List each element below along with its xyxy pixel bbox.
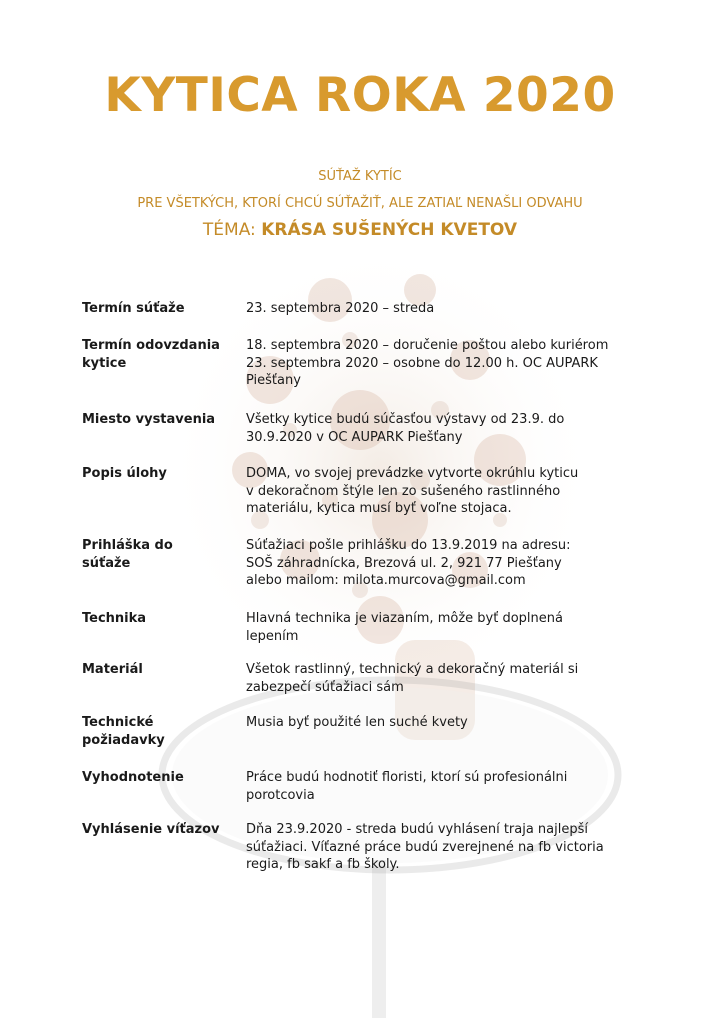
theme-label: TÉMA: [202, 220, 256, 240]
row-value: Práce budú hodnotiť floristi, ktorí sú profesionálni porotcovia [246, 770, 568, 803]
row-label: Termín odovzdania kytice [82, 338, 220, 371]
row-value: 23. septembra 2020 – streda [246, 301, 435, 316]
row-label: Miesto vystavenia [82, 412, 216, 427]
row-label: Technika [82, 611, 147, 626]
row-label: Materiál [82, 662, 143, 677]
row-label: Popis úlohy [82, 466, 167, 481]
row-value: DOMA, vo svojej prevádzke vytvorte okrúhlu kyticu v dekoračnom štýle len zo sušeného rastlinného materiálu, kytica musí byť voľne stojaca. [246, 466, 579, 516]
row-value: Všetok rastlinný, technický a dekoračný materiál si zabezpečí súťažiaci sám [246, 662, 579, 695]
theme-line [0, 220, 720, 240]
subtitle-audience: PRE VŠETKÝCH, KTORÍ CHCÚ SÚŤAŽIŤ, ALE ZATIAĽ NENAŠLI ODVAHU [137, 196, 583, 211]
subtitle-contest: SÚŤAŽ KYTÍC [318, 169, 402, 184]
row-value: Všetky kytice budú súčasťou výstavy od 23.9. do 30.9.2020 v OC AUPARK Piešťany [246, 412, 565, 445]
row-label: Vyhodnotenie [82, 770, 184, 785]
theme-value: KRÁSA SUŠENÝCH KVETOV [261, 220, 518, 240]
row-label: Technické požiadavky [82, 715, 165, 748]
row-value: Súťažiaci pošle prihlášku do 13.9.2019 na adresu: SOŠ záhradnícka, Brezová ul. 2, 921 77 Piešťany alebo mailom: milota.murcova@gmail.com [246, 538, 571, 588]
row-value: Dňa 23.9.2020 - streda budú vyhlásení traja najlepší súťažiaci. Víťazné práce budú zverejnené na fb victoria regia, fb sakf a fb školy. [246, 822, 604, 872]
poster-title: KYTICA ROKA 2020 [104, 68, 616, 123]
row-value: Hlavná technika je viazaním, môže byť doplnená lepením [246, 611, 563, 644]
row-value: 18. septembra 2020 – doručenie poštou alebo kuriérom 23. septembra 2020 – osobne do 12.00 h. OC AUPARK Piešťany [246, 338, 609, 388]
row-value: Musia byť použité len suché kvety [246, 715, 468, 730]
row-label: Prihláška do súťaže [82, 538, 173, 571]
row-label: Termín súťaže [82, 301, 185, 316]
row-label: Vyhlásenie víťazov [82, 822, 220, 837]
